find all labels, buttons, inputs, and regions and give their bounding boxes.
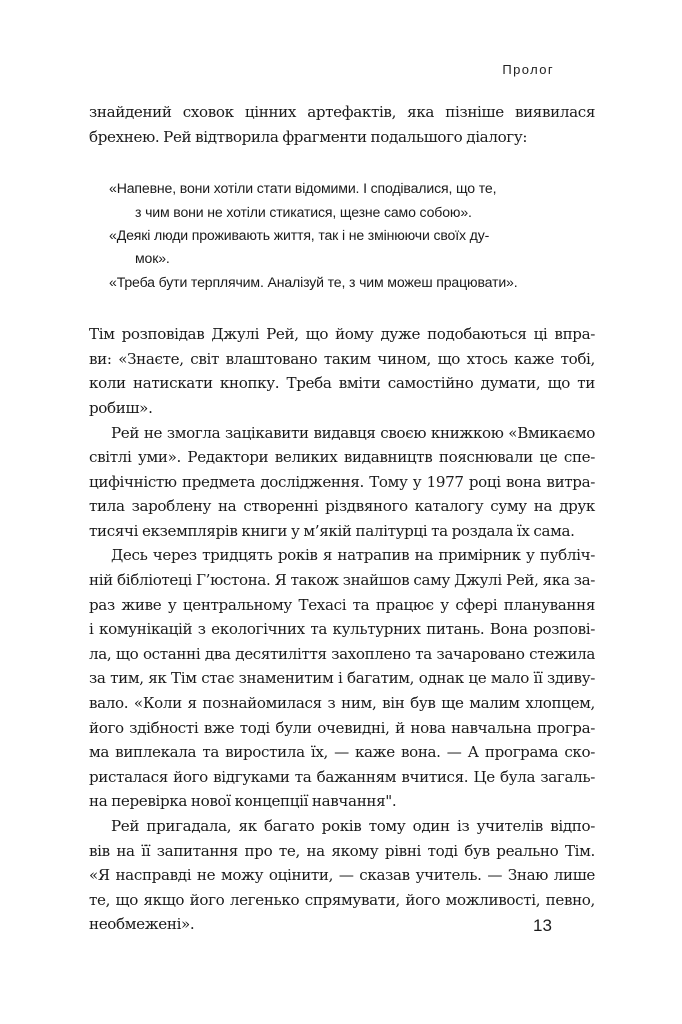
quote-line: мок».: [135, 250, 170, 267]
quote-1: [89, 177, 595, 224]
text-line: Тім розповідав Джулі Рей, що йому дуже подобаються ці впра-: [89, 325, 595, 344]
body-text: [89, 100, 595, 937]
quote-line: «Деякі люди проживають життя, так і не змінюючи своїх ду-: [109, 226, 490, 243]
text-line: вало. «Коли я познайомилася з ним, він був ще малим хлопцем,: [89, 694, 595, 713]
page-number: 13: [533, 916, 552, 935]
quote-line: з чим вони не хотіли стикатися, щезне само собою».: [135, 203, 472, 220]
text-line: тисячі екземплярів книги у м’якій палітурці та роздала їх сама.: [89, 521, 575, 540]
text-line: коли натискати кнопку. Треба вміти самостійно думати, що ти: [89, 374, 595, 393]
text-line: брехнею. Рей відтворила фрагменти подальшого діалогу:: [89, 127, 528, 146]
paragraph-5: [89, 814, 595, 937]
text-line: ристалася його відгуками та бажанням вчитися. Це була загаль-: [89, 767, 595, 786]
paragraph-3: [89, 421, 595, 544]
text-line: те, що якщо його легенько спрямувати, його можливості, певно,: [89, 890, 595, 909]
text-line: на перевірка нової концепції навчання".: [89, 792, 397, 811]
quote-line: «Напевне, вони хотіли стати відомими. І сподівалися, що те,: [109, 180, 497, 197]
text-line: знайдений сховок цінних артефактів, яка пізніше виявилася: [89, 103, 595, 121]
text-line: ви: «Знаєте, світ влаштовано таким чином, що хтось каже тобі,: [89, 349, 595, 368]
text-line: світлі уми». Редактори великих видавництв пояснювали це спе-: [89, 448, 595, 467]
text-line: і комунікацій з екологічних та культурних питань. Вона розпові-: [89, 620, 595, 639]
text-line: необмежені».: [89, 915, 195, 934]
quote-2: [89, 224, 595, 271]
text-line: ма виплекала та виростила їх, — каже вона. — А програма ско-: [89, 743, 595, 762]
text-line: раз живе у центральному Техасі та працює у сфері планування: [89, 595, 595, 614]
text-line: робиш».: [89, 398, 153, 417]
paragraph-1: [89, 100, 595, 149]
quote-line: «Треба бути терплячим. Аналізуй те, з чим можеш працювати».: [109, 273, 518, 290]
text-line: за тим, як Тім стає знаменитим і багатим, однак це мало її здиву-: [89, 669, 595, 688]
text-line: Десь через тридцять років я натрапив на примірник у публіч-: [111, 546, 595, 565]
text-line: вів на її запитання про те, на якому рівні тоді був реально Тім.: [89, 841, 595, 860]
paragraph-4: [89, 543, 595, 814]
text-line: тила зароблену на створенні різдвяного каталогу суму на друк: [89, 497, 595, 516]
text-line: ла, що останні два десятиліття захоплено та зачаровано стежила: [89, 644, 595, 663]
text-line: його здібності вже тоді були очевидні, й нова навчальна програ-: [89, 718, 595, 737]
text-line: Рей не змогла зацікавити видавця своєю книжкою «Вмикаємо: [111, 423, 595, 442]
dialogue-quotes: [89, 177, 595, 294]
quote-3: [89, 271, 595, 294]
paragraph-2: [89, 322, 595, 420]
text-line: «Я насправді не можу оцінити, — сказав учитель. — Знаю лише: [89, 866, 595, 885]
text-line: ній бібліотеці Г’юстона. Я також знайшов саму Джулі Рей, яка за-: [89, 571, 595, 590]
text-line: цифічністю предмета дослідження. Тому у 1977 році вона витра-: [89, 472, 595, 491]
text-line: Рей пригадала, як багато років тому один із учителів відпо-: [111, 817, 595, 836]
running-head-title: Пролог: [502, 62, 554, 77]
